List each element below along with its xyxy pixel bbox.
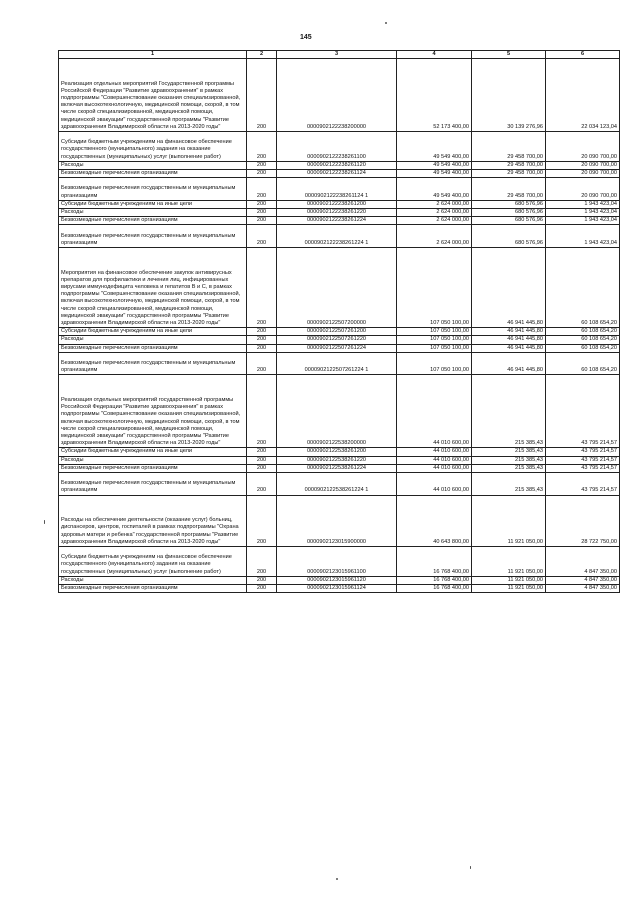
- row-line-code-cell: 200: [247, 200, 277, 208]
- row-executed-cell: 215 385,43: [472, 473, 546, 496]
- row-executed-cell: 29 458 700,00: [472, 170, 546, 178]
- table-row: [59, 448, 620, 456]
- row-remaining-cell: 20 090 700,00: [546, 132, 620, 162]
- table-row: [59, 200, 620, 208]
- row-line-code-cell: 200: [247, 248, 277, 328]
- row-classification-code-cell: 0000902122538261200: [277, 448, 397, 456]
- row-approved-cell: 107 050 100,00: [397, 336, 472, 344]
- row-name-cell: Субсидии бюджетным учреждениям на иные цели: [59, 328, 247, 336]
- row-approved-cell: 107 050 100,00: [397, 328, 472, 336]
- column-header: 3: [277, 51, 397, 59]
- table-row: [59, 344, 620, 352]
- row-line-code-cell: 200: [247, 170, 277, 178]
- row-remaining-cell: 43 795 214,57: [546, 456, 620, 464]
- row-executed-cell: 46 941 445,80: [472, 336, 546, 344]
- row-name-cell: Безвозмездные перечисления государственным и муниципальным организациям: [59, 473, 247, 496]
- row-approved-cell: 40 643 800,00: [397, 495, 472, 546]
- table-row: [59, 576, 620, 584]
- row-executed-cell: 215 385,43: [472, 448, 546, 456]
- table-row: [59, 495, 620, 546]
- row-name-cell: Безвозмездные перечисления организациям: [59, 217, 247, 225]
- table-row: [59, 217, 620, 225]
- row-approved-cell: 2 624 000,00: [397, 209, 472, 217]
- row-remaining-cell: 20 090 700,00: [546, 170, 620, 178]
- row-line-code-cell: 200: [247, 375, 277, 448]
- row-remaining-cell: 1 943 423,04: [546, 217, 620, 225]
- row-line-code-cell: 200: [247, 336, 277, 344]
- row-name-cell: Безвозмездные перечисления организациям: [59, 170, 247, 178]
- row-line-code-cell: 200: [247, 546, 277, 576]
- row-line-code-cell: 200: [247, 473, 277, 496]
- row-remaining-cell: 4 847 350,00: [546, 584, 620, 592]
- row-line-code-cell: 200: [247, 132, 277, 162]
- column-header: 1: [59, 51, 247, 59]
- row-line-code-cell: 200: [247, 464, 277, 472]
- row-name-cell: Безвозмездные перечисления организациям: [59, 464, 247, 472]
- row-line-code-cell: 200: [247, 328, 277, 336]
- row-line-code-cell: 200: [247, 495, 277, 546]
- row-name-cell: Расходы: [59, 336, 247, 344]
- row-remaining-cell: 60 108 654,20: [546, 336, 620, 344]
- row-line-code-cell: 200: [247, 576, 277, 584]
- row-name-cell: Реализация отдельных мероприятий Государственной программы Российской Федерации "Развитие здравоохранения" в рамках подпрограммы "Совершенствование оказания специализированной, включая высокотехнологичную, медицинской помощи, скорой, в том числе скорой специализированной, медицинской помощи, медицинской эвакуации" государственной программы "Развитие здравоохранения Владимирской области на 2013-2020 годы": [59, 59, 247, 132]
- row-classification-code-cell: 0000902122238261200: [277, 200, 397, 208]
- row-name-cell: Расходы: [59, 209, 247, 217]
- row-approved-cell: 44 010 600,00: [397, 473, 472, 496]
- table-row: [59, 170, 620, 178]
- row-approved-cell: 2 624 000,00: [397, 217, 472, 225]
- row-line-code-cell: 200: [247, 448, 277, 456]
- row-classification-code-cell: 0000902122238261224: [277, 217, 397, 225]
- table-row: [59, 161, 620, 169]
- row-remaining-cell: 60 108 654,20: [546, 344, 620, 352]
- row-approved-cell: 44 010 600,00: [397, 375, 472, 448]
- row-name-cell: Безвозмездные перечисления государственным и муниципальным организациям: [59, 225, 247, 248]
- table-row: [59, 464, 620, 472]
- row-classification-code-cell: 0000902122238261124 1: [277, 178, 397, 201]
- table-row: [59, 178, 620, 201]
- row-remaining-cell: 1 943 423,04: [546, 200, 620, 208]
- row-line-code-cell: 200: [247, 161, 277, 169]
- row-name-cell: Расходы: [59, 576, 247, 584]
- row-name-cell: Расходы: [59, 456, 247, 464]
- row-name-cell: Безвозмездные перечисления государственным и муниципальным организациям: [59, 178, 247, 201]
- table-row: [59, 225, 620, 248]
- table-row: [59, 336, 620, 344]
- column-header: 2: [247, 51, 277, 59]
- row-executed-cell: 46 941 445,80: [472, 248, 546, 328]
- row-approved-cell: 16 768 400,00: [397, 576, 472, 584]
- table-row: [59, 59, 620, 132]
- table-row: [59, 473, 620, 496]
- row-remaining-cell: 60 108 654,20: [546, 328, 620, 336]
- row-approved-cell: 44 010 600,00: [397, 456, 472, 464]
- row-line-code-cell: 200: [247, 344, 277, 352]
- row-remaining-cell: 4 847 350,00: [546, 576, 620, 584]
- header-row: [59, 51, 620, 59]
- row-classification-code-cell: 0000902122538261224: [277, 464, 397, 472]
- column-header: 4: [397, 51, 472, 59]
- row-approved-cell: 49 549 400,00: [397, 132, 472, 162]
- row-classification-code-cell: 0000902123015900000: [277, 495, 397, 546]
- row-approved-cell: 2 624 000,00: [397, 225, 472, 248]
- row-line-code-cell: 200: [247, 584, 277, 592]
- row-name-cell: Безвозмездные перечисления организациям: [59, 344, 247, 352]
- row-classification-code-cell: 0000902122507261224 1: [277, 352, 397, 375]
- row-name-cell: Расходы: [59, 161, 247, 169]
- table-body: [59, 59, 620, 593]
- table-row: [59, 209, 620, 217]
- row-name-cell: Реализация отдельных мероприятий государственной программы Российской Федерации "Развитие здравоохранения" в рамках подпрограммы "Совершенствование оказания специализированной, включая высокотехнологичную, медицинской помощи, скорой, в том числе скорой специализированной, медицинской помощи, медицинской эвакуации" государственной программы "Развитие здравоохранения Владимирской области на 2013-2020 годы": [59, 375, 247, 448]
- row-name-cell: Безвозмездные перечисления организациям: [59, 584, 247, 592]
- page-number: 145: [300, 34, 312, 41]
- row-executed-cell: 46 941 445,80: [472, 328, 546, 336]
- budget-table: [58, 50, 620, 593]
- row-classification-code-cell: 0000902122238261124: [277, 170, 397, 178]
- row-remaining-cell: 1 943 423,04: [546, 225, 620, 248]
- row-name-cell: Субсидии бюджетным учреждениям на финансовое обеспечение государственного (муниципального) задания на оказание государственных (муниципальных) услуг (выполнение работ): [59, 546, 247, 576]
- scan-speck: [336, 878, 338, 880]
- row-executed-cell: 29 458 700,00: [472, 161, 546, 169]
- row-executed-cell: 680 576,96: [472, 225, 546, 248]
- row-approved-cell: 107 050 100,00: [397, 352, 472, 375]
- row-remaining-cell: 60 108 654,20: [546, 248, 620, 328]
- row-classification-code-cell: 0000902122538261220: [277, 456, 397, 464]
- table-row: [59, 132, 620, 162]
- row-remaining-cell: 43 795 214,57: [546, 473, 620, 496]
- row-executed-cell: 680 576,96: [472, 217, 546, 225]
- row-name-cell: Субсидии бюджетным учреждениям на иные цели: [59, 448, 247, 456]
- row-line-code-cell: 200: [247, 209, 277, 217]
- table-row: [59, 456, 620, 464]
- table-row: [59, 375, 620, 448]
- scan-speck: [385, 22, 387, 24]
- row-executed-cell: 215 385,43: [472, 456, 546, 464]
- row-classification-code-cell: 0000902123015961100: [277, 546, 397, 576]
- row-executed-cell: 30 139 276,96: [472, 59, 546, 132]
- row-remaining-cell: 43 795 214,57: [546, 464, 620, 472]
- table-row: [59, 328, 620, 336]
- row-approved-cell: 49 549 400,00: [397, 178, 472, 201]
- row-approved-cell: 107 050 100,00: [397, 344, 472, 352]
- row-approved-cell: 49 549 400,00: [397, 161, 472, 169]
- row-classification-code-cell: 0000902123015961120: [277, 576, 397, 584]
- row-approved-cell: 2 624 000,00: [397, 200, 472, 208]
- row-classification-code-cell: 0000902122507261200: [277, 328, 397, 336]
- row-executed-cell: 680 576,96: [472, 209, 546, 217]
- scan-speck: [44, 520, 45, 524]
- row-remaining-cell: 20 090 700,00: [546, 178, 620, 201]
- row-executed-cell: 29 458 700,00: [472, 178, 546, 201]
- row-remaining-cell: 43 795 214,57: [546, 375, 620, 448]
- row-name-cell: Субсидии бюджетным учреждениям на иные цели: [59, 200, 247, 208]
- row-line-code-cell: 200: [247, 352, 277, 375]
- row-classification-code-cell: 0000902122538261224 1: [277, 473, 397, 496]
- row-remaining-cell: 43 795 214,57: [546, 448, 620, 456]
- row-name-cell: Расходы на обеспечение деятельности (оказание услуг) больниц, диспансеров, центров, госпиталей в рамках подпрограммы "Охрана здоровья матери и ребенка" государственной программы "Развитие здравоохранения Владимирской области на 2013-2020 годы": [59, 495, 247, 546]
- row-name-cell: Безвозмездные перечисления государственным и муниципальным организациям: [59, 352, 247, 375]
- row-name-cell: Мероприятия на финансовое обеспечение закупок антивирусных препаратов для профилактики и лечения лиц, инфицированных вирусами иммунодефицита человека и гепатитов B и C, в рамках подпрограммы "Совершенствование оказания специализированной, включая высокотехнологичную, медицинской помощи, скорой, в том числе скорой специализированной, медицинской помощи, медицинской эвакуации" государственной программы "Развитие здравоохранения Владимирской области на 2013-2020 годы": [59, 248, 247, 328]
- row-line-code-cell: 200: [247, 225, 277, 248]
- row-remaining-cell: 60 108 654,20: [546, 352, 620, 375]
- row-remaining-cell: 4 847 350,00: [546, 546, 620, 576]
- row-executed-cell: 46 941 445,80: [472, 352, 546, 375]
- row-line-code-cell: 200: [247, 178, 277, 201]
- row-executed-cell: 11 921 050,00: [472, 584, 546, 592]
- row-executed-cell: 11 921 050,00: [472, 546, 546, 576]
- row-classification-code-cell: 0000902123015961124: [277, 584, 397, 592]
- table-row: [59, 352, 620, 375]
- table-row: [59, 584, 620, 592]
- row-remaining-cell: 28 722 750,00: [546, 495, 620, 546]
- row-approved-cell: 16 768 400,00: [397, 546, 472, 576]
- row-name-cell: Субсидии бюджетным учреждениям на финансовое обеспечение государственного (муниципального) задания на оказание государственных (муниципальных) услуг (выполнение работ): [59, 132, 247, 162]
- row-classification-code-cell: 0000902122238261224 1: [277, 225, 397, 248]
- row-line-code-cell: 200: [247, 59, 277, 132]
- row-executed-cell: 29 458 700,00: [472, 132, 546, 162]
- row-classification-code-cell: 0000902122238200000: [277, 59, 397, 132]
- row-classification-code-cell: 0000902122507261220: [277, 336, 397, 344]
- row-classification-code-cell: 0000902122507261224: [277, 344, 397, 352]
- row-remaining-cell: 20 090 700,00: [546, 161, 620, 169]
- row-classification-code-cell: 0000902122538200000: [277, 375, 397, 448]
- row-approved-cell: 16 768 400,00: [397, 584, 472, 592]
- row-executed-cell: 46 941 445,80: [472, 344, 546, 352]
- row-executed-cell: 215 385,43: [472, 464, 546, 472]
- row-remaining-cell: 1 943 423,04: [546, 209, 620, 217]
- row-approved-cell: 44 010 600,00: [397, 448, 472, 456]
- row-approved-cell: 49 549 400,00: [397, 170, 472, 178]
- table-row: [59, 546, 620, 576]
- row-line-code-cell: 200: [247, 456, 277, 464]
- row-line-code-cell: 200: [247, 217, 277, 225]
- row-classification-code-cell: 0000902122238261100: [277, 132, 397, 162]
- row-classification-code-cell: 0000902122238261120: [277, 161, 397, 169]
- row-executed-cell: 215 385,43: [472, 375, 546, 448]
- table-row: [59, 248, 620, 328]
- column-header: 6: [546, 51, 620, 59]
- scan-speck: [470, 866, 471, 869]
- row-classification-code-cell: 0000902122238261220: [277, 209, 397, 217]
- row-approved-cell: 107 050 100,00: [397, 248, 472, 328]
- row-approved-cell: 52 173 400,00: [397, 59, 472, 132]
- row-executed-cell: 11 921 050,00: [472, 576, 546, 584]
- row-executed-cell: 11 921 050,00: [472, 495, 546, 546]
- row-remaining-cell: 22 034 123,04: [546, 59, 620, 132]
- row-executed-cell: 680 576,96: [472, 200, 546, 208]
- row-approved-cell: 44 010 600,00: [397, 464, 472, 472]
- row-classification-code-cell: 0000902122507200000: [277, 248, 397, 328]
- column-header: 5: [472, 51, 546, 59]
